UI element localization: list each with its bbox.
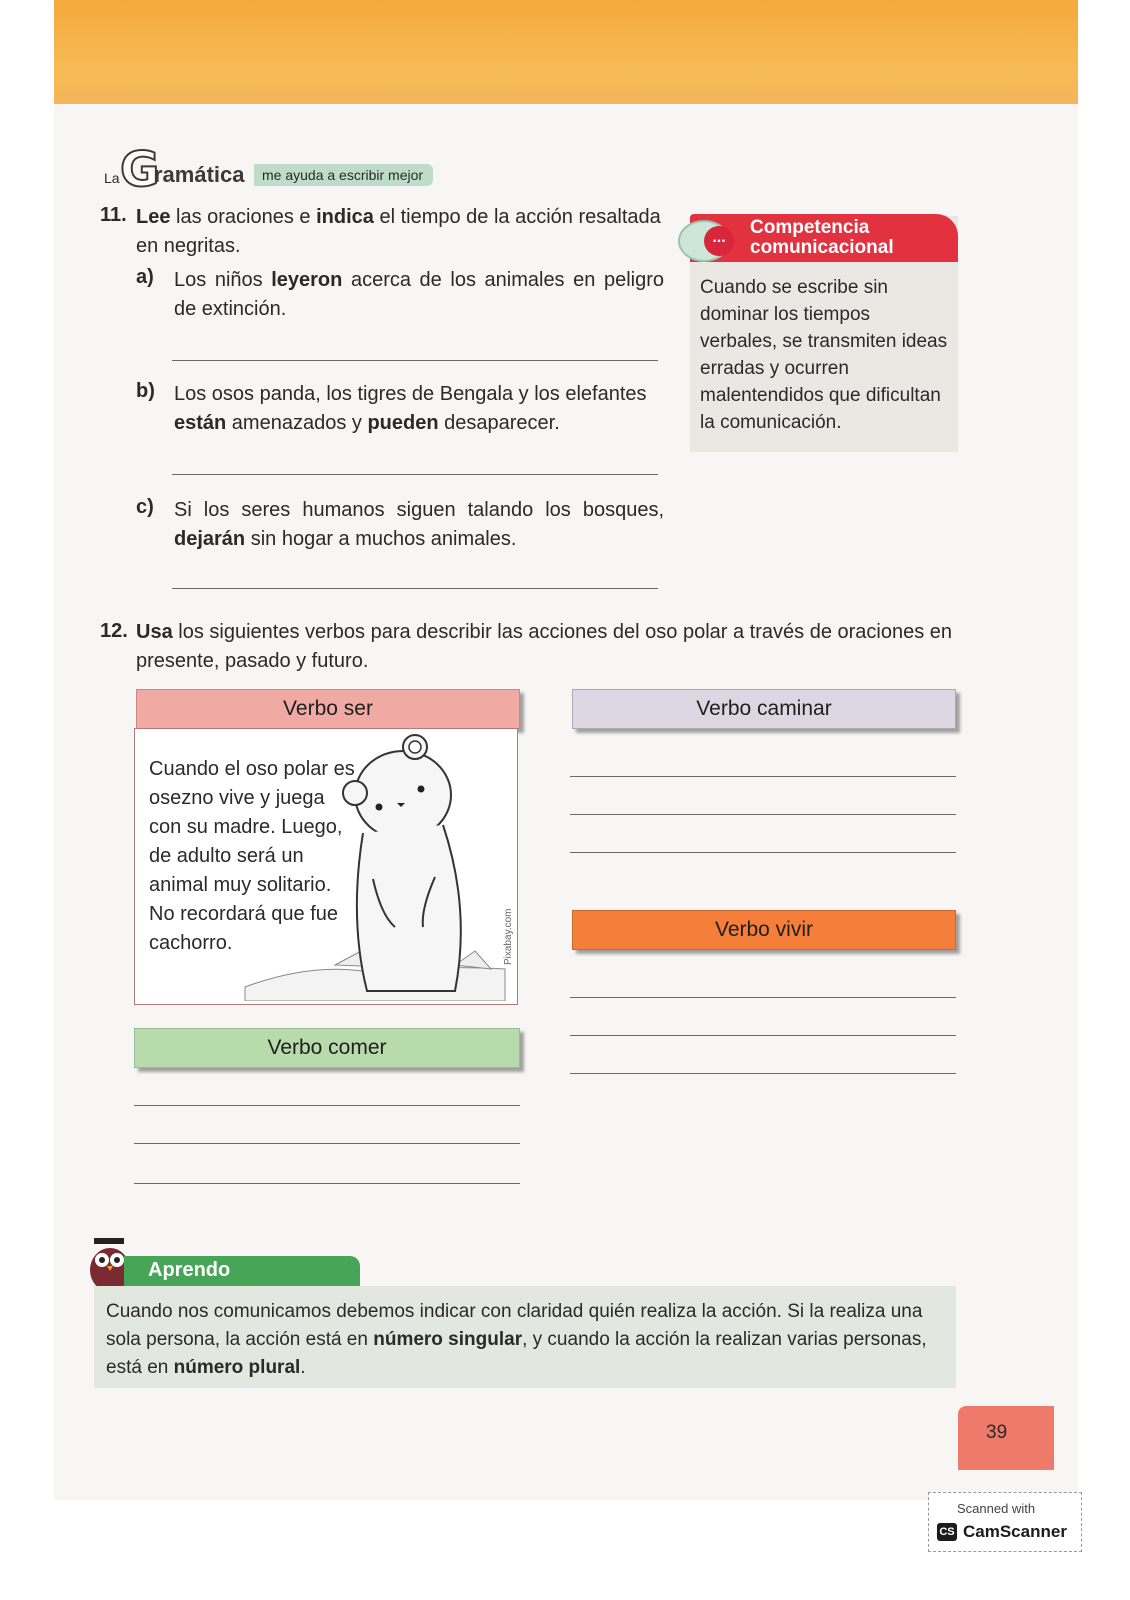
example-box bbox=[134, 728, 518, 1005]
chat-dots-icon: ... bbox=[704, 226, 734, 256]
answer-line-caminar-3[interactable] bbox=[570, 852, 956, 853]
page-number-tab bbox=[958, 1406, 1054, 1470]
image-credit: Pixabay.com bbox=[503, 908, 514, 965]
aprendo-bold-term: número singular bbox=[373, 1329, 523, 1350]
answer-line-comer-3[interactable] bbox=[134, 1183, 520, 1184]
verbo-ser-label: Verbo ser bbox=[136, 689, 520, 729]
answer-line-a[interactable] bbox=[172, 360, 658, 361]
polar-bear-illustration bbox=[135, 729, 515, 1001]
aprendo-text-part: Cuando nos comunicamos debemos indicar con claridad quién realiza la acción. Si la realiza una sola persona, la acción está en bbox=[106, 1301, 923, 1350]
item-c-text bbox=[174, 496, 664, 554]
aprendo-text-part: . bbox=[300, 1357, 306, 1378]
instr-verb-indica: indica bbox=[316, 206, 374, 228]
item-a-text bbox=[174, 266, 664, 324]
item-b-text bbox=[174, 380, 664, 438]
header-tag: me ayuda a escribir mejor bbox=[254, 164, 433, 186]
competencia-title bbox=[750, 218, 894, 258]
answer-line-caminar-1[interactable] bbox=[570, 776, 956, 777]
item-text: desaparecer. bbox=[438, 412, 560, 434]
aprendo-text bbox=[106, 1298, 946, 1382]
answer-line-vivir-1[interactable] bbox=[570, 997, 956, 998]
textbook-page bbox=[54, 0, 1078, 1500]
instr-verb-lee: Lee bbox=[136, 206, 171, 228]
verbo-caminar-label: Verbo caminar bbox=[572, 689, 956, 729]
page-number: 39 bbox=[986, 1422, 1008, 1443]
header-prefix: La bbox=[104, 170, 120, 186]
question-12-instruction bbox=[136, 618, 966, 676]
instr-verb-usa: Usa bbox=[136, 621, 173, 643]
item-text: sin hogar a muchos animales. bbox=[245, 528, 517, 550]
item-bold-verb: pueden bbox=[367, 412, 439, 434]
instr-text: las oraciones e bbox=[170, 206, 317, 228]
answer-line-comer-1[interactable] bbox=[134, 1105, 520, 1106]
instr-text: los siguientes verbos para describir las acciones del oso polar a través de oraciones en presente, pasado y futuro. bbox=[136, 621, 953, 672]
item-b-label: b) bbox=[136, 380, 155, 402]
question-11-instruction bbox=[136, 203, 664, 261]
camscanner-logo-icon: CS bbox=[937, 1523, 957, 1541]
question-11-number: 11. bbox=[100, 204, 127, 226]
example-text: Cuando el oso polar es osezno vive y juega con su madre. Luego, de adulto será un animal muy solitario. No recordará que fue cachorro. bbox=[149, 758, 355, 954]
aprendo-bold-term: número plural bbox=[173, 1357, 301, 1378]
instr-text: el tiempo de la acción resaltada en negritas. bbox=[136, 206, 661, 257]
verbo-vivir-label: Verbo vivir bbox=[572, 910, 956, 950]
item-text: Los niños bbox=[174, 269, 272, 291]
aprendo-label: Aprendo bbox=[148, 1259, 231, 1281]
camscanner-line1: Scanned with bbox=[957, 1501, 1036, 1516]
competencia-title-line1: Competencia bbox=[750, 217, 870, 238]
item-a-label: a) bbox=[136, 266, 154, 288]
item-text: amenazados y bbox=[226, 412, 368, 434]
competencia-text: Cuando se escribe sin dominar los tiempos verbales, se transmiten ideas erradas y ocurren malentendidos que dificultan la comunicación. bbox=[700, 277, 948, 433]
aprendo-text-part: , y cuando la acción la realizan varias personas, está en bbox=[106, 1329, 927, 1378]
item-bold-verb: leyeron bbox=[271, 269, 343, 291]
camscanner-watermark bbox=[928, 1492, 1082, 1552]
camscanner-brand: CamScanner bbox=[963, 1522, 1067, 1541]
item-text: acerca de los animales en peligro de extinción. bbox=[174, 269, 664, 320]
answer-line-vivir-3[interactable] bbox=[570, 1073, 956, 1074]
item-c-label: c) bbox=[136, 496, 154, 518]
answer-line-comer-2[interactable] bbox=[134, 1143, 520, 1144]
item-text: Los osos panda, los tigres de Bengala y los elefantes bbox=[174, 383, 647, 405]
competencia-header bbox=[690, 214, 958, 262]
header-word: ramática bbox=[154, 162, 245, 187]
verbo-comer-label: Verbo comer bbox=[134, 1028, 520, 1068]
top-color-band bbox=[54, 0, 1078, 104]
item-bold-verb: están bbox=[174, 412, 227, 434]
header-initial: G bbox=[120, 142, 160, 198]
answer-line-vivir-2[interactable] bbox=[570, 1035, 956, 1036]
answer-line-b[interactable] bbox=[172, 474, 658, 475]
answer-line-caminar-2[interactable] bbox=[570, 814, 956, 815]
question-12-number: 12. bbox=[100, 620, 128, 642]
answer-line-c[interactable] bbox=[172, 588, 658, 589]
item-bold-verb: dejarán bbox=[174, 528, 246, 550]
aprendo-header bbox=[124, 1256, 360, 1286]
competencia-title-line2: comunicacional bbox=[750, 237, 894, 258]
item-text: Si los seres humanos siguen talando los bosques, bbox=[174, 499, 664, 521]
